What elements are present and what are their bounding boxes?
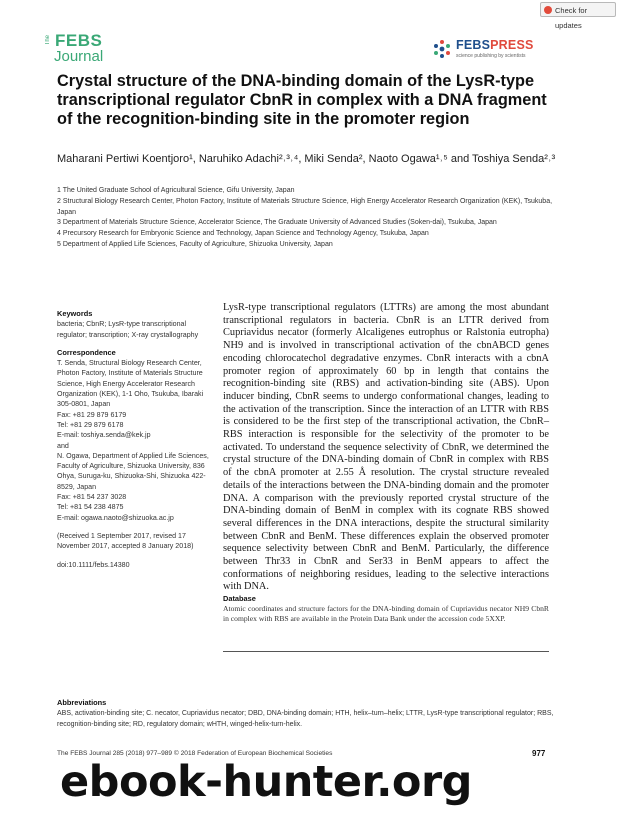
footer-citation: The FEBS Journal 285 (2018) 977–989 © 2018 Federation of European Biochemical Societies (57, 750, 333, 757)
correspondence-address-2: N. Ogawa, Department of Applied Life Sciences, Faculty of Agriculture, Shizuoka University, 836 Ohya, Suruga-ku, Shizuoka-Shi, Shizuoka 422-8529, Japan (57, 451, 209, 491)
abstract-text: LysR-type transcriptional regulators (LTTRs) are among the most abundant transcriptional regulators in bacteria. CbnR is an LTTR derived from Cupriavidus necator (formerly Alcaligenes eutrophus or Ralstonia eutropha) NH9 and is involved in transcriptional activation of the cbnABCD genes encoding chlorocatechol degradative enzymes. CbnR interacts with a cbnA promoter region of approximately 60 bp in length that contains the recognition-binding site (RBS) and activation-binding site (ABS). Upon inducer binding, CbnR seems to undergo conformational changes, leading to the activation of the transcription. Since the interaction of an LTTR with RBS is considered to be the first step of the transcriptional activation, the CbnR–RBS interaction is responsible for the selectivity of the promoter to be activated. To understand the sequence selectivity of CbnR, we determined the crystal structure of the DNA-binding domain of CbnR in complex with RBS of the cbnA promoter at 2.55 Å resolution. The crystal structure revealed details of the interactions between the DNA-binding domain and the promoter DNA. A comparison with the previously reported crystal structure of the DNA-binding domain of BenM in complex with its cognate RBS showed several differences in the DNA interactions, despite the structural similarity between CbnR and BenM. These differences explain the observed promoter sequence selectivity between CbnR and BenM. Particularly, the difference between Thr33 in CbnR and Ser33 in BenM appears to affect the conformations of neighboring residues, leading to the selective interactions with DNA. (223, 302, 549, 593)
article-sidebar (57, 309, 212, 570)
fax-2: Fax: +81 54 237 3028 (57, 493, 127, 502)
database-heading: Database (223, 594, 256, 603)
watermark-text: ebook-hunter.org (60, 757, 472, 807)
affiliation-item: 1 The United Graduate School of Agricultural Science, Gifu University, Japan (57, 187, 295, 194)
fax-1: Fax: +81 29 879 6179 (57, 410, 127, 419)
affiliation-item: 2 Structural Biology Research Center, Photon Factory, Institute of Materials Structure Science, High Energy Accelerator Research Organization (KEK), Tsukuba, Japan (57, 197, 553, 216)
correspondence-heading: Correspondence (57, 347, 116, 357)
tel-2: Tel: +81 54 238 4875 (57, 503, 124, 512)
page-number: 977 (532, 749, 546, 758)
journal-logo-journal: Journal (54, 48, 104, 65)
update-badge-icon (544, 6, 552, 14)
febs-press-tagline: science publishing by scientists (456, 53, 526, 59)
affiliation-item: 3 Department of Materials Structure Science, Accelerator Science, The Graduate University of Advanced Studies (Soken-dai), Tsukuba, Japan (57, 219, 497, 227)
press-name-b: PRESS (490, 38, 534, 52)
doi[interactable]: doi:10.1111/febs.14380 (57, 560, 130, 569)
correspondence-address-1: T. Senda, Structural Biology Research Center, Photon Factory, Institute of Materials Structure Science, High Energy Accelerator Research Organization (KEK), 1-1 Oho, Tsukuba, Ibaraki 305-0801, Japan (57, 359, 204, 409)
author-list: Maharani Pertiwi Koentjoro¹, Naruhiko Adachi²˒³˒⁴, Miki Senda², Naoto Ogawa¹˒⁵ and Toshiya Senda²˒³ (57, 153, 556, 165)
affiliation-item: 4 Precursory Research for Embryonic Science and Technology, Japan Science and Technology Agency, Tsukuba, Japan (57, 230, 429, 238)
press-name-a: FEBS (456, 38, 491, 52)
check-for-updates-label: Check for updates (555, 6, 588, 30)
and-separator: and (57, 441, 69, 450)
affiliation-list (57, 186, 562, 251)
check-for-updates-button[interactable] (540, 2, 616, 30)
febs-press-name (456, 38, 534, 52)
journal-logo-the: The (45, 35, 51, 46)
tel-1: Tel: +81 29 879 6178 (57, 420, 124, 429)
keywords-text: bacteria; CbnR; LysR-type transcriptional regulator; transcription; X-ray crystallography (57, 320, 199, 339)
article-title: Crystal structure of the DNA-binding domain of the LysR-type transcriptional regulator CbnR in complex with a DNA fragment of the recognition-binding site in the promoter region (57, 72, 547, 128)
abbreviations-text: ABS, activation-binding site; C. necator, Cupriavidus necator; DBD, DNA-binding domain; HTH, helix–turn–helix; LTTR, LysR-type transcriptional regulator; RBS, recognition-binding site; RD, regulatory domain; wHTH, winged-helix-turn-helix. (57, 710, 554, 728)
abbreviations-heading: Abbreviations (57, 698, 107, 707)
febs-journal-logo (45, 33, 129, 63)
febs-press-dots-icon (432, 39, 452, 59)
email-1[interactable]: E-mail: toshiya.senda@kek.jp (57, 431, 151, 440)
affiliation-item: 5 Department of Applied Life Sciences, Faculty of Agriculture, Shizuoka University, Japan (57, 240, 333, 248)
database-text: Atomic coordinates and structure factors for the DNA-binding domain of Cupriavidus necator NH9 CbnR in complex with RBS are available in the Protein Data Bank under the accession code 5XXP. (223, 604, 549, 624)
febs-press-logo (432, 37, 542, 63)
section-divider (223, 651, 549, 652)
keywords-heading: Keywords (57, 309, 93, 318)
email-2[interactable]: E-mail: ogawa.naoto@shizuoka.ac.jp (57, 513, 174, 522)
journal-logo-febs: FEBS (55, 31, 103, 50)
received-dates: (Received 1 September 2017, revised 17 November 2017, accepted 8 January 2018) (57, 531, 194, 551)
